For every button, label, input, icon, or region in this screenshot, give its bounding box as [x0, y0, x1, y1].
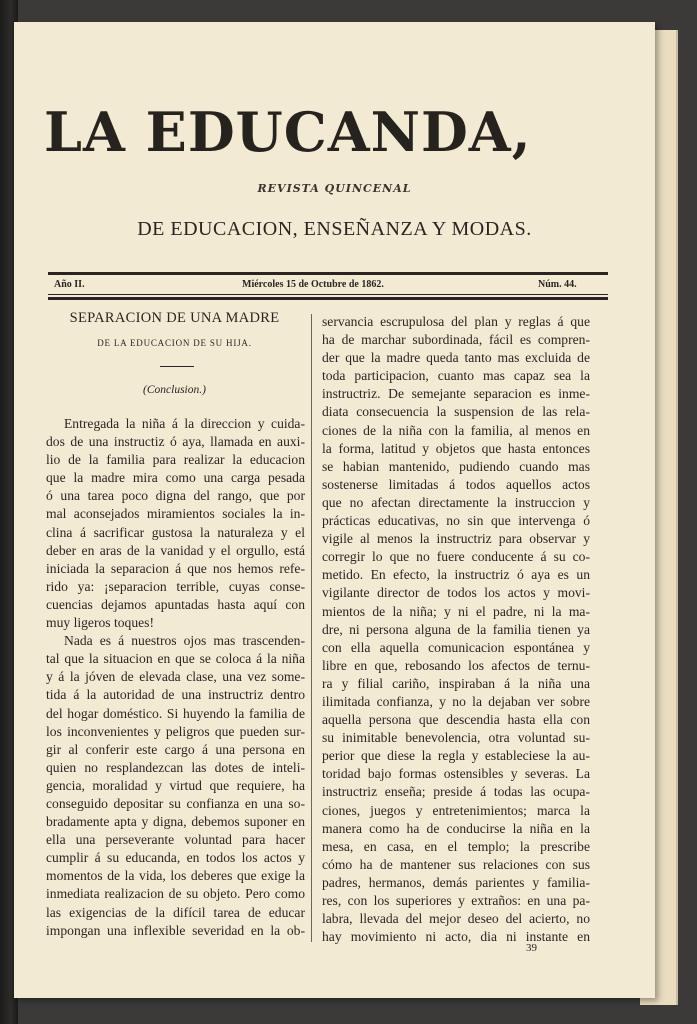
text-line: deber en aras de la vanidad y el orgullo, está [46, 542, 305, 558]
text-line: cómo ha de mantener sus relaciones con sus [322, 856, 590, 872]
text-line: tal que la situacion en que se coloca á la niña [46, 651, 305, 667]
text-line: perior que diese la regla y estableciese la au- [322, 748, 590, 764]
text-line: rido ya: ¡separacion terrible, cuyas conse- [46, 578, 305, 594]
text-line: ciones de la niña con la familia, al menos en [322, 422, 590, 438]
text-line: ó una tarea poco digna del rango, que por [46, 488, 305, 504]
issue-year: Año II. [54, 279, 85, 290]
text-line: Entregada la niña á la direccion y cuida- [64, 416, 305, 431]
text-line: prácticas educativas, no sin que intervenga ó [322, 513, 590, 529]
text-line: su inimitable benevolencia, otra voluntad su- [322, 730, 590, 746]
masthead-tagline: DE EDUCACION, ENSEÑANZA Y MODAS. [137, 218, 532, 240]
text-line: que no afectan directamente la instruccion y [322, 494, 590, 510]
text-line: conseguido depositar su confianza en una so- [46, 795, 305, 811]
text-line: der que la madre queda tanto mas excluida de [322, 350, 590, 366]
text-line: Nada es á nuestros ojos mas trascenden- [64, 633, 305, 649]
text-line: corregir lo que no fuere conducente á su co- [322, 549, 590, 565]
text-line: hay movimiento ni acto, dia ni instante en [322, 929, 590, 945]
text-line: momentos de la vida, los deberes que exige la [46, 868, 305, 884]
text-line: vigile al menos la instructriz para observar y [322, 531, 590, 547]
text-line: instructriz enseña; preside á todas las ocupa- [322, 784, 590, 800]
text-line: toridad bajo formas ostensibles y severas. La [322, 766, 590, 782]
text-line: aquella persona que descendia hasta ella con [322, 712, 590, 728]
text-line: sostenerse limitadas á todos aquellos actos [322, 476, 590, 492]
right-column [322, 313, 590, 946]
text-line: impongan una inflexible severidad en la ob- [46, 922, 305, 938]
article-note: (Conclusion.) [143, 384, 206, 396]
header-rule-middle [48, 294, 608, 295]
text-line: ciones, juegos y entretenimientos; marca la [322, 802, 590, 818]
issue-number: Núm. 44. [538, 279, 577, 290]
text-line: inmediata realizacion de su objeto. Pero como [46, 886, 305, 902]
text-line: del hogar doméstico. Si huyendo la familia de [46, 705, 305, 721]
text-line: ilimitada confianza, y no la dejaban ver sobre [322, 693, 590, 709]
text-line: servancia escrupulosa del plan y reglas á que [322, 314, 590, 329]
text-line: labra, llevada del mejor deseo del acierto, no [322, 911, 590, 927]
text-line: metido. En efecto, la instructriz ó aya es un [322, 567, 590, 583]
masthead-subtitle: REVISTA QUINCENAL [257, 182, 412, 195]
text-line: diata consecuencia la suspension de las rela- [322, 404, 590, 420]
text-line: la forma, latitud y objetos que hasta entonces [322, 440, 590, 456]
left-column [46, 415, 305, 940]
text-line: las exigencias de la difícil tarea de educar [46, 904, 305, 920]
text-line: muy ligeros toques! [46, 615, 154, 631]
header-rule-top [48, 272, 608, 275]
article-title: SEPARACION DE UNA MADRE [69, 310, 280, 326]
text-line: mientos de la niña; y ni el padre, ni la ma- [322, 603, 590, 619]
article-subtitle: DE LA EDUCACION DE SU HIJA. [97, 338, 252, 348]
text-line: clina á sacrificar gustosa la naturaleza y el [46, 524, 305, 540]
text-line: mesa, en casa, en el templo; la prescribe [322, 838, 590, 854]
text-line: cuencias dejamos apuntadas hasta aquí con [46, 596, 305, 612]
title-divider [160, 366, 194, 367]
text-line: los inconvenientes y peligros que pueden sur- [46, 723, 305, 739]
text-line: se habian mantenido, pudiendo cuando mas [322, 458, 590, 474]
issue-date: Miércoles 15 de Octubre de 1862. [242, 279, 384, 290]
masthead-title: LA EDUCANDA, [44, 100, 532, 164]
text-line: vigilante director de todos los actos y movi- [322, 585, 590, 601]
text-line: gir al conferir este cargo á una persona en [46, 741, 305, 757]
text-line: manera como ha de conducirse la niña en la [322, 820, 590, 836]
text-line: quien no resplandezcan las dotes de inteli- [46, 759, 305, 775]
text-line: y á la jóven de elevada clase, una vez some- [46, 669, 305, 685]
text-line: res, con los superiores y extraños: en una pa- [322, 893, 590, 908]
text-line: lio de la familia para realizar la educacion [46, 452, 305, 468]
text-line: padres, hermanos, demás parientes y familia- [322, 874, 590, 890]
text-line: cumplir á su educanda, en todos los actos y [46, 850, 305, 866]
text-line: bradamente apta y digna, debemos suponer en [46, 814, 305, 830]
text-line: instructriz. De semejante separacion es inme- [322, 386, 590, 402]
text-line: libre en que, rebosando los afectos de ternu- [322, 657, 590, 673]
newspaper-page [14, 22, 655, 998]
text-line: dre, ni persona alguna de la familia tienen ya [322, 621, 590, 637]
header-rule-bottom [48, 297, 608, 300]
text-line: iniciada la separacion á que nos hemos refe- [46, 560, 305, 576]
text-line: mal aconsejados miramientos sociales la in- [46, 506, 305, 522]
text-line: ha de marchar subordinada, fácil es compren- [322, 332, 590, 348]
page-number: 39 [526, 942, 537, 954]
text-line: tida á la autoridad de una instructriz dentro [46, 687, 305, 703]
text-line: gencia, moralidad y virtud que requiere, ha [46, 777, 305, 793]
text-line: dos de una instructiz ó aya, llamada en auxi- [46, 434, 305, 450]
text-line: con ella aquella comunicacion espontánea y [322, 639, 590, 655]
text-line: ella una perseverante voluntad para hacer [46, 832, 305, 848]
text-line: que la madre mira como una carga pesada [46, 470, 305, 486]
column-divider [311, 314, 312, 942]
text-line: ra y filial cariño, inspiraban á la niña una [322, 675, 590, 691]
text-line: toda participacion, cuanto mas capaz sea la [322, 368, 590, 384]
